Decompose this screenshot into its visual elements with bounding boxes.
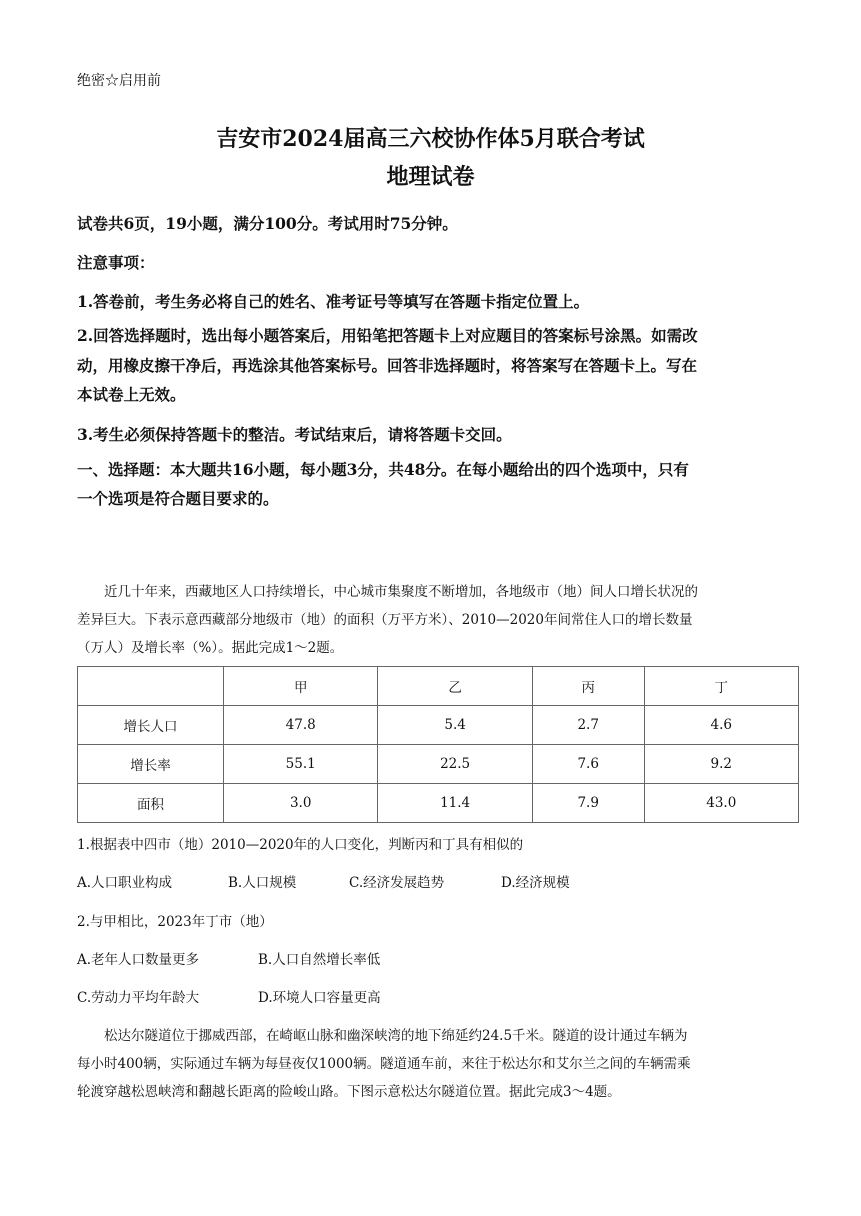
table-header-row: [78, 667, 799, 706]
exam-title: 吉安市2024届高三六校协作体5月联合考试: [216, 126, 645, 152]
passage-2-line-3: 轮渡穿越松恩峡湾和翻越长距离的险峻山路。下图示意松达尔隧道位置。据此完成3～4题。: [77, 1084, 621, 1100]
table-header-cell: 乙: [378, 667, 532, 706]
population-table: [77, 666, 799, 823]
table-row: [78, 784, 799, 823]
question-2-option-c: C.劳动力平均年龄大: [77, 990, 200, 1006]
passage-2-line-1: 松达尔隧道位于挪威西部，在崎岖山脉和幽深峡湾的地下绵延约24.5千米。隧道的设计通过车辆为: [104, 1028, 688, 1044]
question-2-option-a: A.老年人口数量更多: [77, 952, 200, 968]
table-row: [78, 745, 799, 784]
question-2-option-b: B.人口自然增长率低: [258, 952, 381, 968]
passage-1-line-2: 差异巨大。下表示意西藏部分地级市（地）的面积（万平方米）、2010—2020年间常住人口的增长数量: [77, 612, 693, 628]
notice-item-2-line-3: 本试卷上无效。: [77, 385, 186, 404]
table-cell: 7.9: [532, 784, 644, 823]
confidential-label: 绝密☆启用前: [77, 73, 161, 89]
exam-info: 试卷共6页，19小题，满分100分。考试用时75分钟。: [77, 214, 458, 233]
question-2-stem: 2.与甲相比，2023年丁市（地）: [77, 914, 273, 930]
table-cell: 55.1: [224, 745, 378, 784]
notice-heading: 注意事项：: [77, 253, 155, 272]
table-header-cell: [78, 667, 224, 706]
table-row: [78, 706, 799, 745]
notice-item-1: 1.答卷前，考生务必将自己的姓名、准考证号等填写在答题卡指定位置上。: [77, 292, 590, 311]
question-1-stem: 1.根据表中四市（地）2010—2020年的人口变化，判断丙和丁具有相似的: [77, 837, 524, 853]
passage-2-line-2: 每小时400辆，实际通过车辆为每昼夜仅1000辆。隧道通车前，来往于松达尔和艾尔兰之间的车辆需乘: [77, 1056, 691, 1072]
table-cell: 7.6: [532, 745, 644, 784]
section-1-instruction-line-1: 一、选择题：本大题共16小题，每小题3分，共48分。在每小题给出的四个选项中，只有: [77, 460, 689, 479]
table-cell: 47.8: [224, 706, 378, 745]
section-1-instruction-line-2: 一个选项是符合题目要求的。: [77, 489, 279, 508]
question-1-option-c: C.经济发展趋势: [349, 875, 445, 891]
table-header-cell: 甲: [224, 667, 378, 706]
table-cell: 22.5: [378, 745, 532, 784]
table-cell: 5.4: [378, 706, 532, 745]
table-cell: 9.2: [644, 745, 798, 784]
question-1-option-b: B.人口规模: [228, 875, 297, 891]
table-header-cell: 丙: [532, 667, 644, 706]
table-cell: 43.0: [644, 784, 798, 823]
table-row-label: 增长人口: [78, 706, 224, 745]
question-1-option-d: D.经济规模: [501, 875, 570, 891]
question-1-option-a: A.人口职业构成: [77, 875, 173, 891]
notice-item-2-line-1: 2.回答选择题时，选出每小题答案后，用铅笔把答题卡上对应题目的答案标号涂黑。如需改: [77, 326, 698, 345]
passage-1-line-3: （万人）及增长率（%）。据此完成1～2题。: [77, 640, 344, 656]
table-cell: 11.4: [378, 784, 532, 823]
notice-item-2-line-2: 动，用橡皮擦干净后，再选涂其他答案标号。回答非选择题时，将答案写在答题卡上。写在: [77, 356, 698, 375]
table-row-label: 面积: [78, 784, 224, 823]
table-cell: 3.0: [224, 784, 378, 823]
notice-item-3: 3.考生必须保持答题卡的整洁。考试结束后，请将答题卡交回。: [77, 425, 512, 444]
table-header-cell: 丁: [644, 667, 798, 706]
passage-1-line-1: 近几十年来，西藏地区人口持续增长，中心城市集聚度不断增加，各地级市（地）间人口增长状况的: [104, 584, 698, 600]
table-cell: 4.6: [644, 706, 798, 745]
question-2-option-d: D.环境人口容量更高: [258, 990, 381, 1006]
table-cell: 2.7: [532, 706, 644, 745]
table-row-label: 增长率: [78, 745, 224, 784]
exam-subject: 地理试卷: [386, 164, 475, 190]
